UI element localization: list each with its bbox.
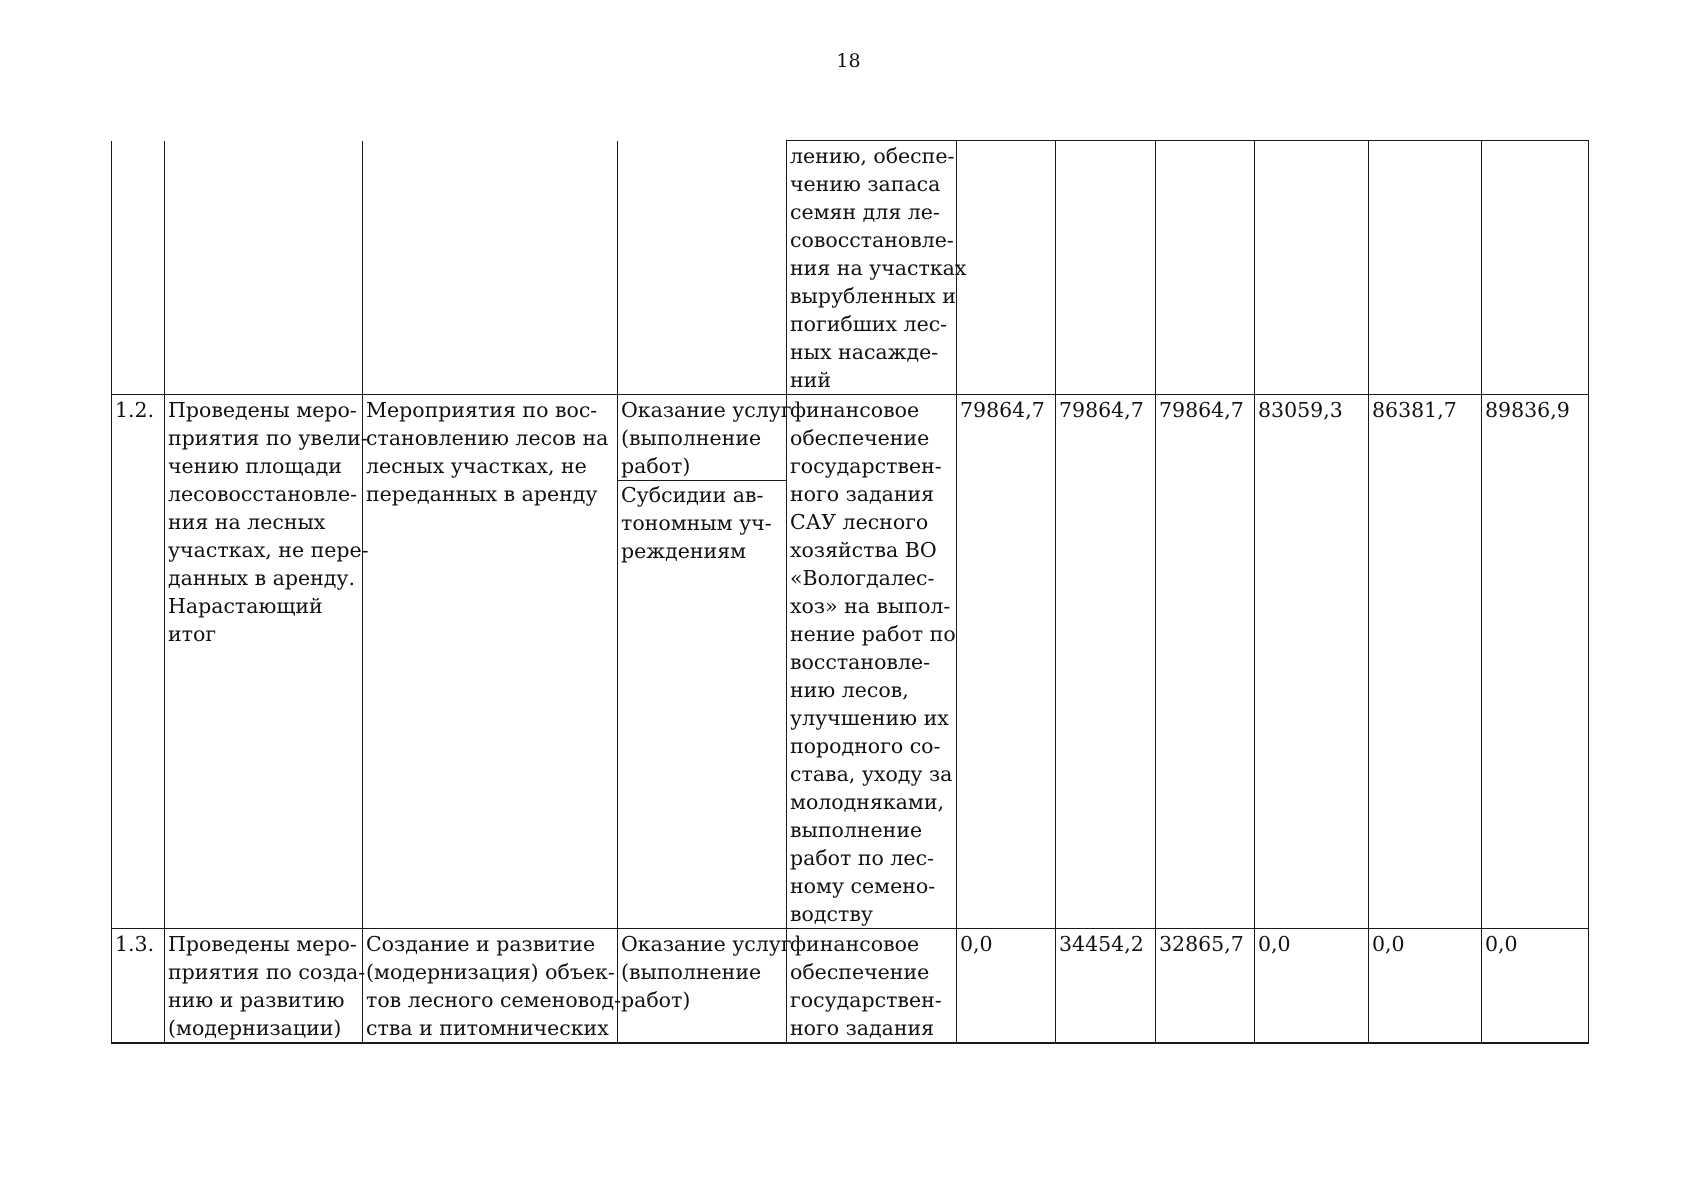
cell-line: работ) bbox=[621, 454, 691, 478]
value-cell: 79864,7 bbox=[957, 395, 1056, 929]
cell-line: приятия по увели- bbox=[168, 426, 368, 450]
cell-line: финансовое bbox=[790, 932, 920, 956]
cell-line: ния на лесных bbox=[168, 510, 326, 534]
value-cell: 0,0 bbox=[957, 929, 1056, 1044]
value-cell: 32865,7 bbox=[1156, 929, 1255, 1044]
measure-cell bbox=[363, 929, 622, 1044]
table-row bbox=[112, 929, 1589, 1044]
value-cell bbox=[1255, 141, 1369, 395]
value-cell bbox=[1369, 141, 1482, 395]
cell-line: лению, обеспе- bbox=[790, 144, 955, 168]
cell-line: восстановле- bbox=[790, 650, 931, 674]
cell-line: породного со- bbox=[790, 734, 941, 758]
cell-line: вырубленных и bbox=[790, 284, 956, 308]
value-cell: 79864,7 bbox=[1056, 395, 1156, 929]
value-cell bbox=[1156, 141, 1255, 395]
cell-line: данных в аренду. bbox=[168, 566, 355, 590]
cell-line: чению запаса bbox=[790, 172, 941, 196]
cell-line: работ по лес- bbox=[790, 846, 934, 870]
cell-line: совосстановле- bbox=[790, 228, 954, 252]
cell-line: става, уходу за bbox=[790, 762, 953, 786]
cell-line: чению площади bbox=[168, 454, 342, 478]
cell-line: обеспечение bbox=[790, 426, 930, 450]
value-cell: 0,0 bbox=[1369, 929, 1482, 1044]
value-cell bbox=[957, 141, 1056, 395]
row-number-cell: 1.2. bbox=[112, 395, 165, 929]
value-cell bbox=[1056, 141, 1156, 395]
cell-line: нию лесов, bbox=[790, 678, 909, 702]
cell-line: ного задания bbox=[790, 482, 935, 506]
value-cell: 89836,9 bbox=[1482, 395, 1589, 929]
cell-line: становлению лесов на bbox=[366, 426, 609, 450]
value-cell: 86381,7 bbox=[1369, 395, 1482, 929]
cell-line: тов лесного семеновод- bbox=[366, 988, 622, 1012]
cell-line: финансовое bbox=[790, 398, 920, 422]
result-cell bbox=[165, 141, 363, 395]
cell-line: Нарастающий bbox=[168, 594, 323, 618]
cell-line: Создание и развитие bbox=[366, 932, 596, 956]
cell-line: ний bbox=[790, 368, 831, 392]
cell-line: приятия по созда- bbox=[168, 960, 366, 984]
cell-line: улучшению их bbox=[790, 706, 949, 730]
type-cell bbox=[618, 141, 787, 395]
value-cell: 0,0 bbox=[1482, 929, 1589, 1044]
cell-line: молодняками, bbox=[790, 790, 945, 814]
cell-line: погибших лес- bbox=[790, 312, 948, 336]
value-cell: 34454,2 bbox=[1056, 929, 1156, 1044]
cell-line: ных насажде- bbox=[790, 340, 939, 364]
cell-line: переданных в аренду bbox=[366, 482, 598, 506]
cell-line: Мероприятия по вос- bbox=[366, 398, 598, 422]
cell-line: ному семено- bbox=[790, 874, 936, 898]
table-row bbox=[112, 141, 1589, 395]
cell-line: итог bbox=[168, 622, 217, 646]
type-cell bbox=[618, 395, 792, 929]
table-row bbox=[112, 395, 1589, 929]
cell-line: (модернизации) bbox=[168, 1016, 342, 1040]
type-cell bbox=[618, 929, 792, 1044]
cell-line: обеспечение bbox=[790, 960, 930, 984]
cell-line: ния на участках bbox=[790, 256, 967, 280]
cell-line: ства и питомнических bbox=[366, 1016, 609, 1040]
funding-source-cell bbox=[787, 395, 957, 929]
cell-line: реждениям bbox=[621, 539, 747, 563]
cell-line: САУ лесного bbox=[790, 510, 929, 534]
cell-line: Проведены меро- bbox=[168, 398, 357, 422]
type-top bbox=[621, 930, 792, 1014]
measure-cell bbox=[363, 395, 618, 929]
cell-line: (выполнение bbox=[621, 960, 762, 984]
cell-line: участках, не пере- bbox=[168, 538, 369, 562]
cell-line: хоз» на выпол- bbox=[790, 594, 951, 618]
cell-line: «Вологдалес- bbox=[790, 566, 935, 590]
funding-source-cell bbox=[787, 141, 967, 395]
value-cell: 83059,3 bbox=[1255, 395, 1369, 929]
cell-line: лесовосстановле- bbox=[168, 482, 358, 506]
measure-cell bbox=[363, 141, 618, 395]
cell-line: работ) bbox=[621, 988, 691, 1012]
funding-source-cell bbox=[787, 929, 957, 1044]
cell-line: водству bbox=[790, 902, 873, 926]
type-top bbox=[618, 396, 792, 481]
cell-line: нение работ по bbox=[790, 622, 956, 646]
cell-line: (выполнение bbox=[621, 426, 762, 450]
cell-line: лесных участках, не bbox=[366, 454, 587, 478]
cell-line: государствен- bbox=[790, 988, 942, 1012]
cell-line: Оказание услуг bbox=[621, 398, 792, 422]
cell-line: хозяйства ВО bbox=[790, 538, 937, 562]
value-cell bbox=[1482, 141, 1589, 395]
value-cell: 0,0 bbox=[1255, 929, 1369, 1044]
cell-line: Субсидии ав- bbox=[621, 483, 764, 507]
program-table bbox=[111, 140, 1589, 1044]
cell-line: Оказание услуг bbox=[621, 932, 792, 956]
value-cell: 79864,7 bbox=[1156, 395, 1255, 929]
cell-line: (модернизация) объек- bbox=[366, 960, 615, 984]
type-bottom bbox=[621, 481, 784, 565]
cell-line: выполнение bbox=[790, 818, 923, 842]
result-cell bbox=[165, 929, 366, 1044]
cell-line: ного задания bbox=[790, 1016, 935, 1040]
cell-line: Проведены меро- bbox=[168, 932, 357, 956]
cell-line: государствен- bbox=[790, 454, 942, 478]
row-number-cell: 1.3. bbox=[112, 929, 165, 1044]
row-number-cell bbox=[112, 141, 165, 395]
cell-line: нию и развитию bbox=[168, 988, 345, 1012]
page-number: 18 bbox=[836, 50, 861, 72]
result-cell bbox=[165, 395, 369, 929]
cell-line: семян для ле- bbox=[790, 200, 940, 224]
cell-line: тономным уч- bbox=[621, 511, 772, 535]
